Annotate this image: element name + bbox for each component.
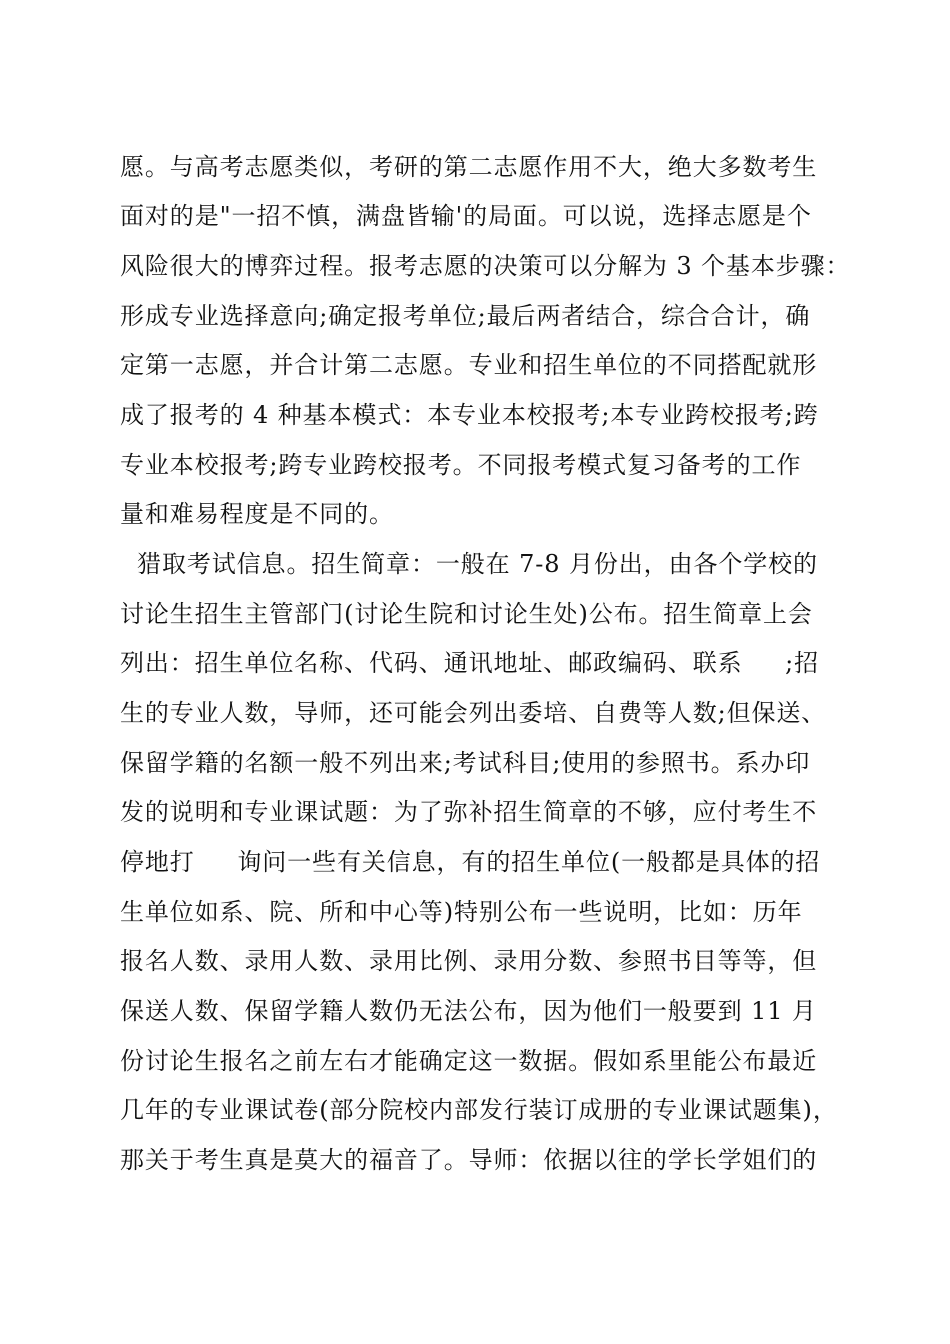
text-line: 愿。与高考志愿类似，考研的第二志愿作用不大，绝大多数考生 <box>120 153 818 181</box>
text-line: 成了报考的 4 种基本模式：本专业本校报考;本专业跨校报考;跨 <box>120 401 819 429</box>
text-line: 生的专业人数，导师，还可能会列出委培、自费等人数;但保送、 <box>120 699 827 727</box>
text-line: 讨论生招生主管部门(讨论生院和讨论生处)公布。招生简章上会 <box>120 600 813 628</box>
text-line: 形成专业选择意向;确定报考单位;最后两者结合，综合合计，确 <box>120 302 811 330</box>
text-line: 保留学籍的名额一般不列出来;考试科目;使用的参照书。系办印 <box>120 749 811 777</box>
text-line: 发的说明和专业课试题：为了弥补招生简章的不够，应付考生不 <box>120 798 818 826</box>
text-line: 风险很大的博弈过程。报考志愿的决策可以分解为 3 个基本步骤： <box>120 252 851 280</box>
text-line: 面对的是"一招不慎，满盘皆输'的局面。可以说，选择志愿是个 <box>120 202 812 230</box>
text-line: 列出：招生单位名称、代码、通讯地址、邮政编码、联系 ;招 <box>120 649 820 677</box>
text-line: 保送人数、保留学籍人数仍无法公布，因为他们一般要到 11 月 <box>120 997 817 1025</box>
text-line: 几年的专业课试卷(部分院校内部发行装订成册的专业课试题集)， <box>120 1096 838 1124</box>
text-line: 生单位如系、院、所和中心等)特别公布一些说明，比如：历年 <box>120 898 803 926</box>
text-line: 定第一志愿，并合计第二志愿。专业和招生单位的不同搭配就形 <box>120 351 818 379</box>
text-line: 量和难易程度是不同的。 <box>120 500 394 528</box>
text-line: 报名人数、录用人数、录用比例、录用分数、参照书目等等，但 <box>120 947 818 975</box>
text-line: 份讨论生报名之前左右才能确定这一数据。假如系里能公布最近 <box>120 1047 818 1075</box>
text-line: 专业本校报考;跨专业跨校报考。不同报考模式复习备考的工作 <box>120 451 802 479</box>
text-line: 猎取考试信息。招生简章：一般在 7-8 月份出，由各个学校的 <box>120 550 818 578</box>
text-line: 那关于考生真是莫大的福音了。导师：依据以往的学长学姐们的 <box>120 1146 818 1174</box>
text-line: 停地打 询问一些有关信息，有的招生单位(一般都是具体的招 <box>120 848 821 876</box>
